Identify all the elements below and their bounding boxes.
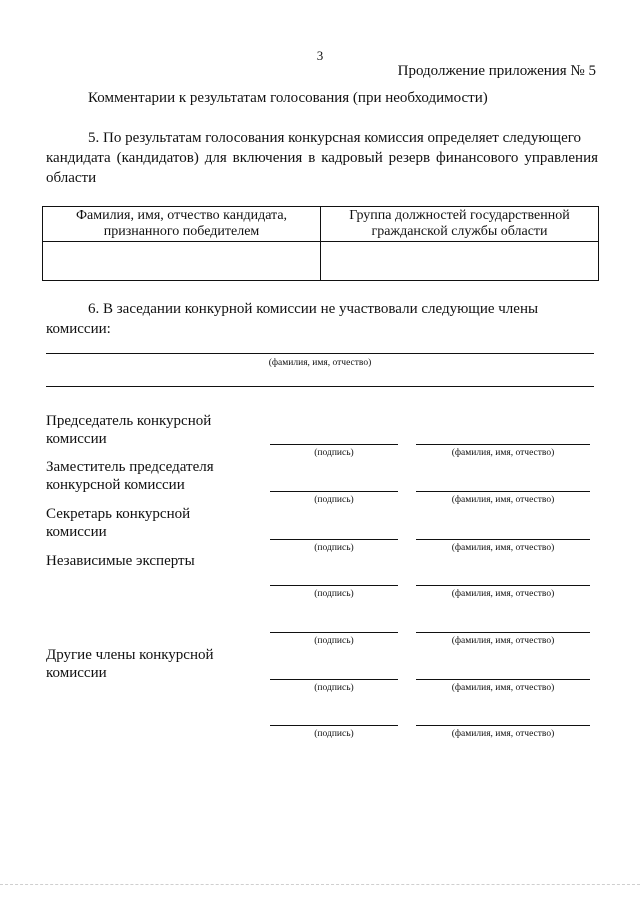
fio-caption: (фамилия, имя, отчество) xyxy=(268,358,372,368)
fio-caption: (фамилия, имя, отчество) xyxy=(451,589,555,599)
page-number: 3 xyxy=(316,48,324,63)
signature-line[interactable] xyxy=(270,444,398,445)
table-cell-position-group[interactable] xyxy=(321,242,599,281)
signature-caption: (подпись) xyxy=(314,543,354,553)
comments-label: Комментарии к результатам голосования (при необходимости) xyxy=(88,90,488,106)
signature-caption: (подпись) xyxy=(314,589,354,599)
paragraph-5-line1: 5. По результатам голосования конкурсная комиссия определяет следующего xyxy=(88,130,582,146)
paragraph-6 xyxy=(46,299,598,339)
fio-line[interactable] xyxy=(416,679,590,680)
winners-table xyxy=(42,206,599,281)
fio-caption: (фамилия, имя, отчество) xyxy=(451,448,555,458)
signature-caption: (подпись) xyxy=(314,495,354,505)
signature-caption: (подпись) xyxy=(314,448,354,458)
fio-line[interactable] xyxy=(416,491,590,492)
scan-footer-artifact xyxy=(0,884,640,887)
role-secretary: Секретарь конкурсной комиссии xyxy=(46,506,191,540)
paragraph-5 xyxy=(46,128,598,188)
signature-caption: (подпись) xyxy=(314,636,354,646)
signature-line[interactable] xyxy=(270,632,398,633)
fio-line[interactable] xyxy=(416,632,590,633)
role-other-members: Другие члены конкурсной комиссии xyxy=(46,647,214,681)
table-row xyxy=(43,242,599,281)
paragraph-5-rest: кандидата (кандидатов) для включения в кадровый резерв финансового управления области xyxy=(46,150,598,186)
role-independent-experts: Независимые эксперты xyxy=(46,553,195,569)
fio-caption: (фамилия, имя, отчество) xyxy=(451,636,555,646)
fio-caption: (фамилия, имя, отчество) xyxy=(451,495,555,505)
paragraph-6-rest: комиссии: xyxy=(46,321,111,337)
absent-members-line-2[interactable] xyxy=(46,386,594,387)
table-header-position-group: Группа должностей государственной гражданской службы области xyxy=(321,207,599,242)
signature-line[interactable] xyxy=(270,585,398,586)
signature-line[interactable] xyxy=(270,679,398,680)
signature-line[interactable] xyxy=(270,491,398,492)
appendix-continuation: Продолжение приложения № 5 xyxy=(397,63,596,79)
role-deputy-chairman: Заместитель председателя конкурсной комиссии xyxy=(46,459,214,493)
paragraph-6-line1: 6. В заседании конкурной комиссии не участвовали следующие члены xyxy=(88,301,539,317)
signature-caption: (подпись) xyxy=(314,683,354,693)
fio-line[interactable] xyxy=(416,539,590,540)
role-chairman: Председатель конкурсной комиссии xyxy=(46,413,212,447)
table-header-candidate: Фамилия, имя, отчество кандидата, признанного победителем xyxy=(43,207,321,242)
fio-caption: (фамилия, имя, отчество) xyxy=(451,543,555,553)
fio-caption: (фамилия, имя, отчество) xyxy=(451,729,555,739)
signature-caption: (подпись) xyxy=(314,729,354,739)
fio-caption: (фамилия, имя, отчество) xyxy=(451,683,555,693)
fio-line[interactable] xyxy=(416,725,590,726)
fio-line[interactable] xyxy=(416,444,590,445)
signature-line[interactable] xyxy=(270,539,398,540)
fio-line[interactable] xyxy=(416,585,590,586)
signature-line[interactable] xyxy=(270,725,398,726)
table-cell-candidate[interactable] xyxy=(43,242,321,281)
absent-members-line-1[interactable] xyxy=(46,353,594,354)
